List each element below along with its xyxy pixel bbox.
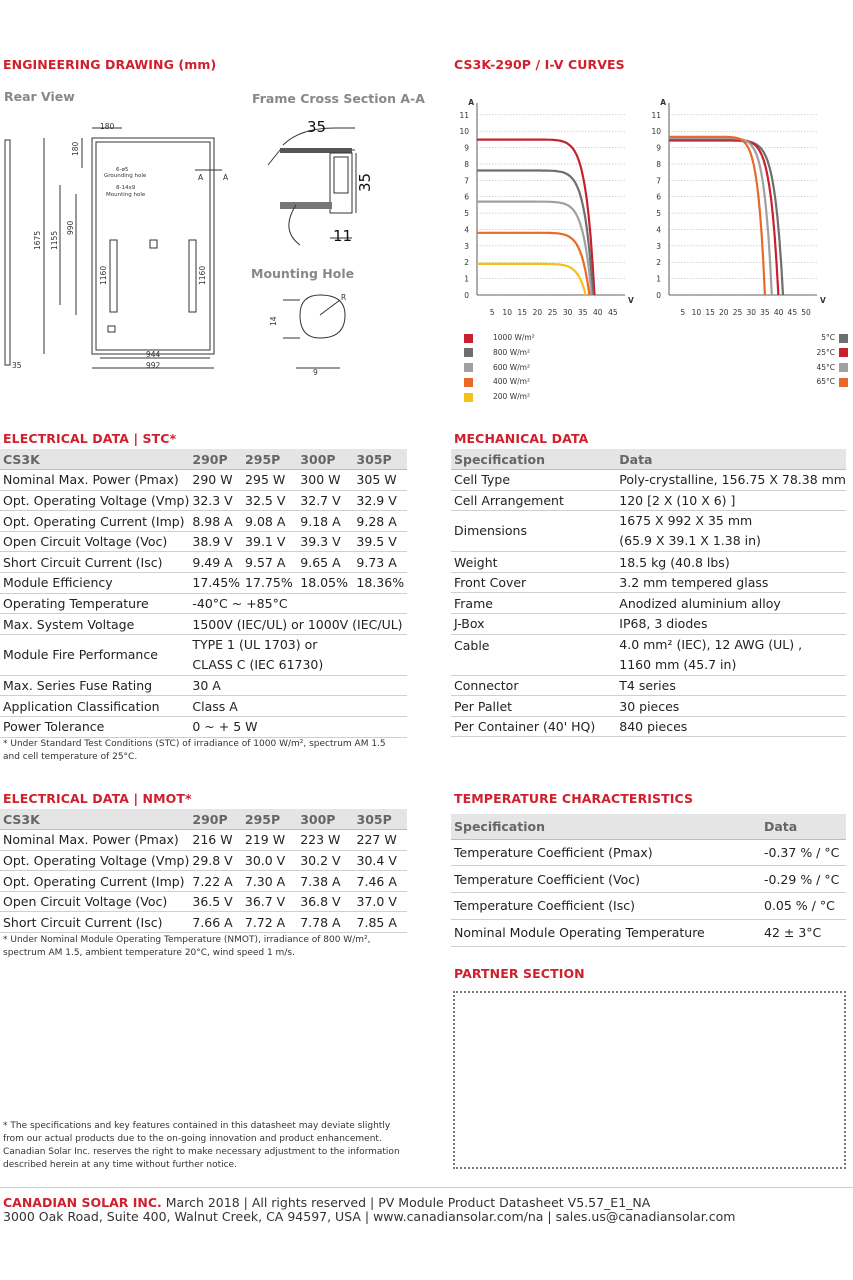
mech-row	[451, 572, 846, 593]
stc-row-cell: 18.05%	[297, 573, 353, 594]
nmot-row-cell: 7.72 A	[242, 912, 297, 933]
stc-row-cell: 305 W	[353, 470, 407, 491]
nmot-row-cell: Nominal Max. Power (Pmax)	[0, 830, 189, 851]
stc-row-cell: 0 ~ + 5 W	[189, 717, 407, 738]
stc-row-cell: Max. Series Fuse Rating	[0, 675, 189, 696]
mech-row	[451, 490, 846, 511]
stc-row-cell: 18.36%	[353, 573, 407, 594]
dim-944: 944	[146, 350, 161, 359]
iv-curve	[669, 140, 778, 295]
iv-legend-item	[464, 333, 604, 348]
iv-xtick: 10	[502, 308, 512, 315]
mech-row-cell: Cell Type	[451, 470, 616, 491]
iv-ytick: 9	[656, 143, 661, 153]
iv-xtick: 30	[562, 308, 573, 315]
stc-row-cell: 300 W	[297, 470, 353, 491]
temp-row-cell: -0.37 % / °C	[761, 839, 846, 866]
mech-row-cell: Cell Arrangement	[451, 490, 616, 511]
stc-row-cell: 9.65 A	[297, 552, 353, 573]
nmot-row-cell: 7.78 A	[297, 912, 353, 933]
iv-ytick: 10	[651, 127, 661, 137]
legend-swatch	[839, 334, 848, 343]
mech-row-cell: 4.0 mm² (IEC), 12 AWG (UL) , 1160 mm (45.7 in)	[616, 634, 846, 675]
iv-ytick: 9	[464, 143, 469, 153]
mech-row-cell: 18.5 kg (40.8 lbs)	[616, 552, 846, 573]
nmot-row-cell: Opt. Operating Current (Imp)	[0, 871, 189, 892]
iv-legend-item	[464, 392, 604, 407]
stc-row	[0, 675, 407, 696]
iv-ytick: 0	[464, 291, 469, 300]
iv-xtick: 45	[787, 308, 798, 315]
stc-row	[0, 696, 407, 717]
mech-row	[451, 614, 846, 635]
mech-row-cell: 30 pieces	[616, 696, 846, 717]
mech-row-cell: Front Cover	[451, 572, 616, 593]
stc-row-cell: 290 W	[189, 470, 242, 491]
nmot-row-cell: 30.0 V	[242, 850, 297, 871]
frame-bottom	[280, 202, 332, 209]
mech-row-cell: Per Container (40' HQ)	[451, 716, 616, 737]
iv-legend-item	[760, 363, 848, 378]
stc-row	[0, 614, 407, 635]
legend-label: 200 W/m²	[493, 392, 530, 402]
nmot-row-cell: 36.8 V	[297, 891, 353, 912]
legend-label: 45°C	[816, 362, 835, 372]
stc-row-cell: Class A	[189, 696, 407, 717]
nmot-row-cell: 7.22 A	[189, 871, 242, 892]
stc-row-cell: 39.1 V	[242, 531, 297, 552]
nmot-row-cell: 36.5 V	[189, 891, 242, 912]
iv-xtick: 25	[732, 308, 743, 315]
iv-xtick: 40	[593, 308, 603, 315]
grounding-dim: 6-ø5	[116, 167, 129, 173]
stc-row-cell: 17.45%	[189, 573, 242, 594]
temp-row-cell: Temperature Coefficient (Isc)	[451, 893, 761, 920]
temp-row-cell: 0.05 % / °C	[761, 893, 846, 920]
iv-xunit: V	[820, 296, 826, 305]
section-mark-a2: A	[223, 173, 229, 182]
mech-row-cell: Dimensions	[451, 511, 616, 552]
stc-row	[0, 531, 407, 552]
iv-legend-item	[464, 377, 604, 392]
nmot-row-cell: 37.0 V	[354, 891, 407, 912]
iv-ytick: 2	[464, 258, 469, 268]
temp-header-row	[451, 814, 846, 839]
nmot-h1: 290P	[189, 809, 242, 830]
stc-row	[0, 573, 407, 594]
iv-xunit: V	[628, 296, 634, 305]
mech-row-cell: Poly-crystalline, 156.75 X 78.38 mm	[616, 470, 846, 491]
stc-row-cell: 9.08 A	[242, 511, 297, 532]
stc-h4: 305P	[353, 449, 407, 470]
stc-row-cell: 9.49 A	[189, 552, 242, 573]
mech-row-cell: 840 pieces	[616, 716, 846, 737]
label-mark	[108, 326, 115, 332]
stc-row	[0, 511, 407, 532]
iv-ytick: 5	[464, 209, 469, 219]
stc-row-cell: 9.57 A	[242, 552, 297, 573]
nmot-row-cell: 227 W	[354, 830, 407, 851]
stc-row-cell: Open Circuit Voltage (Voc)	[0, 531, 189, 552]
legend-label: 5°C	[821, 333, 835, 342]
stc-row-cell: Application Classification	[0, 696, 189, 717]
mech-h1: Data	[616, 449, 846, 470]
nmot-row-cell: Open Circuit Voltage (Voc)	[0, 891, 189, 912]
stc-table	[0, 449, 407, 738]
stc-row-cell: Power Tolerance	[0, 717, 189, 738]
mech-row-cell: Per Pallet	[451, 696, 616, 717]
cross-section-label: Frame Cross Section A-A	[252, 91, 425, 106]
stc-row-cell: 39.3 V	[297, 531, 353, 552]
legend-swatch	[464, 393, 473, 402]
mechanical-title: MECHANICAL DATA	[454, 431, 589, 446]
dim-990: 990	[66, 220, 75, 235]
iv-xtick: 40	[773, 308, 784, 315]
mount-9: 9	[313, 368, 318, 377]
legend-swatch	[839, 348, 848, 357]
nmot-row-cell: 30.2 V	[297, 850, 353, 871]
cross-11: 11	[333, 227, 353, 245]
iv-ytick: 7	[464, 176, 469, 186]
footer-company: CANADIAN SOLAR INC.	[3, 1195, 162, 1210]
mounting-hole-label: Mounting Hole	[251, 266, 355, 281]
stc-row	[0, 593, 407, 614]
legend-label: 25°C	[816, 347, 835, 357]
iv-xtick: 15	[705, 308, 715, 315]
footer-meta: March 2018 | All rights reserved | PV Module Product Datasheet V5.57_E1_NA	[165, 1195, 651, 1210]
frame-glass	[280, 148, 352, 153]
stc-row-cell: 17.75%	[242, 573, 297, 594]
mech-row	[451, 511, 846, 552]
stc-row-cell: 32.3 V	[189, 490, 242, 511]
iv-xtick: 5	[489, 308, 495, 315]
stc-h2: 295P	[242, 449, 297, 470]
disclaimer-line3: Canadian Solar Inc. reserves the right to make necessary adjustment to the information	[3, 1147, 400, 1157]
iv-ytick: 2	[656, 258, 661, 268]
nmot-note-line2: spectrum AM 1.5, ambient temperature 20°C, wind speed 1 m/s.	[3, 948, 295, 958]
stc-row-cell: Operating Temperature	[0, 593, 189, 614]
mounting-rail-right	[189, 240, 196, 312]
stc-row-cell: 9.73 A	[353, 552, 407, 573]
side-profile	[5, 140, 10, 365]
nmot-row	[0, 871, 407, 892]
stc-row-cell: Module Efficiency	[0, 573, 189, 594]
nmot-note-line1: * Under Nominal Module Operating Temperature (NMOT), irradiance of 800 W/m²,	[3, 935, 371, 945]
iv-xtick: 25	[547, 308, 558, 315]
partner-title: PARTNER SECTION	[454, 966, 585, 981]
iv-ytick: 10	[459, 127, 469, 137]
temp-row	[451, 893, 846, 920]
iv-xtick: 10	[691, 308, 702, 315]
junction-box	[150, 240, 157, 248]
iv-xtick: 50	[801, 308, 811, 315]
footer-divider	[0, 1187, 853, 1188]
stc-row-cell: 32.9 V	[353, 490, 407, 511]
stc-row-cell: 9.28 A	[353, 511, 407, 532]
mech-row	[451, 593, 846, 614]
legend-label: 800 W/m²	[493, 347, 530, 357]
nmot-h2: 295P	[242, 809, 297, 830]
iv-ytick: 11	[459, 110, 469, 120]
mech-header-row	[451, 449, 846, 470]
stc-note	[3, 738, 386, 764]
stc-row-cell: 9.18 A	[297, 511, 353, 532]
nmot-row-cell: 7.85 A	[354, 912, 407, 933]
frame-profile	[330, 153, 352, 213]
mount-r: R	[341, 293, 347, 302]
iv-curve	[477, 264, 586, 295]
stc-row-cell: 295 W	[242, 470, 297, 491]
stc-row-cell: 32.5 V	[242, 490, 297, 511]
section-mark-a1: A	[198, 173, 204, 182]
mech-row	[451, 634, 846, 675]
stc-row-cell: 38.9 V	[189, 531, 242, 552]
iv-curve	[669, 138, 772, 295]
nmot-row-cell: 216 W	[189, 830, 242, 851]
disclaimer-line2: from our actual products due to the on-going innovation and product enhancement.	[3, 1134, 382, 1144]
mech-row-cell: Anodized aluminium alloy	[616, 593, 846, 614]
nmot-header-row	[0, 809, 407, 830]
mounting-label: Mounting hole	[106, 192, 146, 198]
disclaimer	[3, 1120, 400, 1172]
mech-row-cell: 1675 X 992 X 35 mm (65.9 X 39.1 X 1.38 in)	[616, 511, 846, 552]
iv-curve	[669, 137, 765, 295]
dim-992: 992	[146, 361, 161, 370]
legend-swatch	[464, 363, 473, 372]
temp-h1: Data	[761, 814, 846, 839]
nmot-h3: 300P	[297, 809, 353, 830]
iv-ytick: 5	[656, 209, 661, 219]
iv-legend-irradiance	[464, 333, 604, 407]
iv-charts	[452, 95, 848, 315]
stc-row-cell: Opt. Operating Current (Imp)	[0, 511, 189, 532]
nmot-row-cell: 223 W	[297, 830, 353, 851]
nmot-note	[3, 934, 370, 960]
partner-box	[453, 991, 846, 1169]
iv-curve	[477, 202, 592, 295]
temp-row-cell: Temperature Coefficient (Voc)	[451, 866, 761, 893]
iv-xtick: 20	[719, 308, 729, 315]
iv-xtick: 20	[532, 308, 543, 315]
nmot-h0: CS3K	[0, 809, 189, 830]
nmot-row-cell: Opt. Operating Voltage (Vmp)	[0, 850, 189, 871]
iv-xtick: 30	[746, 308, 756, 315]
temp-row-cell: -0.29 % / °C	[761, 866, 846, 893]
nmot-row-cell: 7.66 A	[189, 912, 242, 933]
disclaimer-line1: * The specifications and key features contained in this datasheet may deviate slightly	[3, 1121, 391, 1131]
legend-label: 1000 W/m²	[493, 333, 535, 342]
temp-h0: Specification	[451, 814, 761, 839]
mech-row	[451, 675, 846, 696]
mount-14: 14	[269, 316, 278, 326]
stc-row-cell: -40°C ~ +85°C	[189, 593, 407, 614]
grounding-label: Grounding hole	[104, 173, 147, 179]
stc-row	[0, 470, 407, 491]
mech-h0: Specification	[451, 449, 616, 470]
legend-swatch	[464, 334, 473, 343]
iv-ytick: 7	[656, 176, 661, 186]
nmot-row-cell: 30.4 V	[354, 850, 407, 871]
mech-row-cell: 3.2 mm tempered glass	[616, 572, 846, 593]
nmot-row-cell: 219 W	[242, 830, 297, 851]
nmot-row	[0, 912, 407, 933]
stc-row-cell: Max. System Voltage	[0, 614, 189, 635]
iv-ytick: 3	[464, 241, 469, 251]
stc-header-row	[0, 449, 407, 470]
rear-view-label: Rear View	[4, 89, 75, 104]
dim-1160-right: 1160	[198, 265, 207, 285]
nmot-row-cell: 36.7 V	[242, 891, 297, 912]
dim-180-top: 180	[100, 122, 115, 131]
legend-swatch	[839, 363, 848, 372]
stc-row-cell: 8.98 A	[189, 511, 242, 532]
dim-1160-left: 1160	[99, 265, 108, 285]
iv-legend-temperature	[760, 333, 848, 392]
stc-row-cell: 30 A	[189, 675, 407, 696]
mech-row	[451, 696, 846, 717]
dim-1155: 1155	[50, 230, 59, 250]
legend-swatch	[464, 378, 473, 387]
stc-row-cell: 1500V (IEC/UL) or 1000V (IEC/UL)	[189, 614, 407, 635]
mech-row-cell: T4 series	[616, 675, 846, 696]
stc-row-cell: Short Circuit Current (Isc)	[0, 552, 189, 573]
iv-curves-title: CS3K-290P / I-V CURVES	[454, 57, 625, 72]
mech-row	[451, 470, 846, 491]
cross-35-top: 35	[307, 118, 327, 136]
footer-address: 3000 Oak Road, Suite 400, Walnut Creek, CA 94597, USA | www.canadiansolar.com/na | sales.us@canadiansolar.com	[3, 1209, 736, 1224]
temp-row-cell: Nominal Module Operating Temperature	[451, 919, 761, 946]
iv-xtick: 5	[680, 308, 686, 315]
iv-xtick: 45	[608, 308, 618, 315]
nmot-row-cell: 7.38 A	[297, 871, 353, 892]
iv-legend-item	[464, 363, 604, 378]
mech-row-cell: IP68, 3 diodes	[616, 614, 846, 635]
stc-row	[0, 717, 407, 738]
temp-row	[451, 866, 846, 893]
engineering-drawing-title: ENGINEERING DRAWING (mm)	[3, 57, 217, 72]
iv-legend-item	[760, 377, 848, 392]
mech-row-cell: 120 [2 X (10 X 6) ]	[616, 490, 846, 511]
mech-row	[451, 716, 846, 737]
legend-label: 400 W/m²	[493, 377, 530, 387]
stc-row-cell: 32.7 V	[297, 490, 353, 511]
engineering-drawing	[0, 110, 440, 380]
nmot-row	[0, 891, 407, 912]
iv-yunit: A	[468, 98, 474, 107]
stc-h3: 300P	[297, 449, 353, 470]
nmot-row-cell: 29.8 V	[189, 850, 242, 871]
disclaimer-line4: described herein at any time without further notice.	[3, 1160, 237, 1170]
stc-h1: 290P	[189, 449, 242, 470]
mech-row-cell: Frame	[451, 593, 616, 614]
iv-ytick: 0	[656, 291, 661, 300]
iv-legend-item	[760, 348, 848, 363]
nmot-row	[0, 850, 407, 871]
mech-row	[451, 552, 846, 573]
iv-ytick: 6	[656, 192, 661, 202]
mechanical-table	[451, 449, 846, 737]
iv-yunit: A	[660, 98, 666, 107]
nmot-title: ELECTRICAL DATA | NMOT*	[3, 791, 192, 806]
mech-row-cell: Connector	[451, 675, 616, 696]
stc-row	[0, 552, 407, 573]
iv-ytick: 8	[464, 159, 469, 169]
iv-ytick: 4	[464, 225, 469, 235]
dim-1675: 1675	[33, 230, 42, 250]
iv-xtick: 35	[577, 308, 588, 315]
temperature-title: TEMPERATURE CHARACTERISTICS	[454, 791, 694, 806]
iv-ytick: 8	[656, 159, 661, 169]
footer-line1	[3, 1195, 650, 1210]
mech-row-cell: Cable	[451, 634, 616, 675]
cross-35-side: 35	[356, 172, 374, 192]
mounting-dim: 8-14x9	[116, 185, 136, 191]
nmot-row	[0, 830, 407, 851]
nmot-row-cell: Short Circuit Current (Isc)	[0, 912, 189, 933]
temp-row	[451, 839, 846, 866]
dim-180-side: 180	[71, 141, 80, 156]
iv-xtick: 35	[760, 308, 770, 315]
stc-row	[0, 634, 407, 675]
iv-ytick: 3	[656, 241, 661, 251]
iv-xtick: 15	[517, 308, 528, 315]
mounting-rail-left	[110, 240, 117, 312]
iv-legend-item	[464, 348, 604, 363]
mech-row-cell: J-Box	[451, 614, 616, 635]
nmot-table	[0, 809, 407, 933]
stc-title: ELECTRICAL DATA | STC*	[3, 431, 177, 446]
stc-row	[0, 490, 407, 511]
stc-row-cell: Nominal Max. Power (Pmax)	[0, 470, 189, 491]
iv-ytick: 1	[464, 274, 469, 284]
nmot-row-cell: 7.46 A	[354, 871, 407, 892]
legend-label: 65°C	[816, 377, 835, 387]
iv-ytick: 11	[651, 110, 661, 120]
iv-ytick: 6	[464, 192, 469, 202]
legend-swatch	[464, 348, 473, 357]
legend-swatch	[839, 378, 848, 387]
stc-row-cell: TYPE 1 (UL 1703) or CLASS C (IEC 61730)	[189, 634, 407, 675]
stc-h0: CS3K	[0, 449, 189, 470]
temp-row-cell: Temperature Coefficient (Pmax)	[451, 839, 761, 866]
mech-row-cell: Weight	[451, 552, 616, 573]
stc-note-line1: * Under Standard Test Conditions (STC) of irradiance of 1000 W/m², spectrum AM 1.5	[3, 739, 386, 749]
nmot-row-cell: 7.30 A	[242, 871, 297, 892]
stc-row-cell: Opt. Operating Voltage (Vmp)	[0, 490, 189, 511]
legend-label: 600 W/m²	[493, 362, 530, 372]
stc-note-line2: and cell temperature of 25°C.	[3, 752, 138, 762]
stc-row-cell: Module Fire Performance	[0, 634, 189, 675]
iv-ytick: 1	[656, 274, 661, 284]
temp-row	[451, 919, 846, 946]
stc-row-cell: 39.5 V	[353, 531, 407, 552]
temperature-table	[451, 814, 846, 947]
nmot-h4: 305P	[354, 809, 407, 830]
iv-ytick: 4	[656, 225, 661, 235]
dim-35: 35	[12, 361, 22, 370]
iv-legend-item	[760, 333, 848, 348]
temp-row-cell: 42 ± 3°C	[761, 919, 846, 946]
